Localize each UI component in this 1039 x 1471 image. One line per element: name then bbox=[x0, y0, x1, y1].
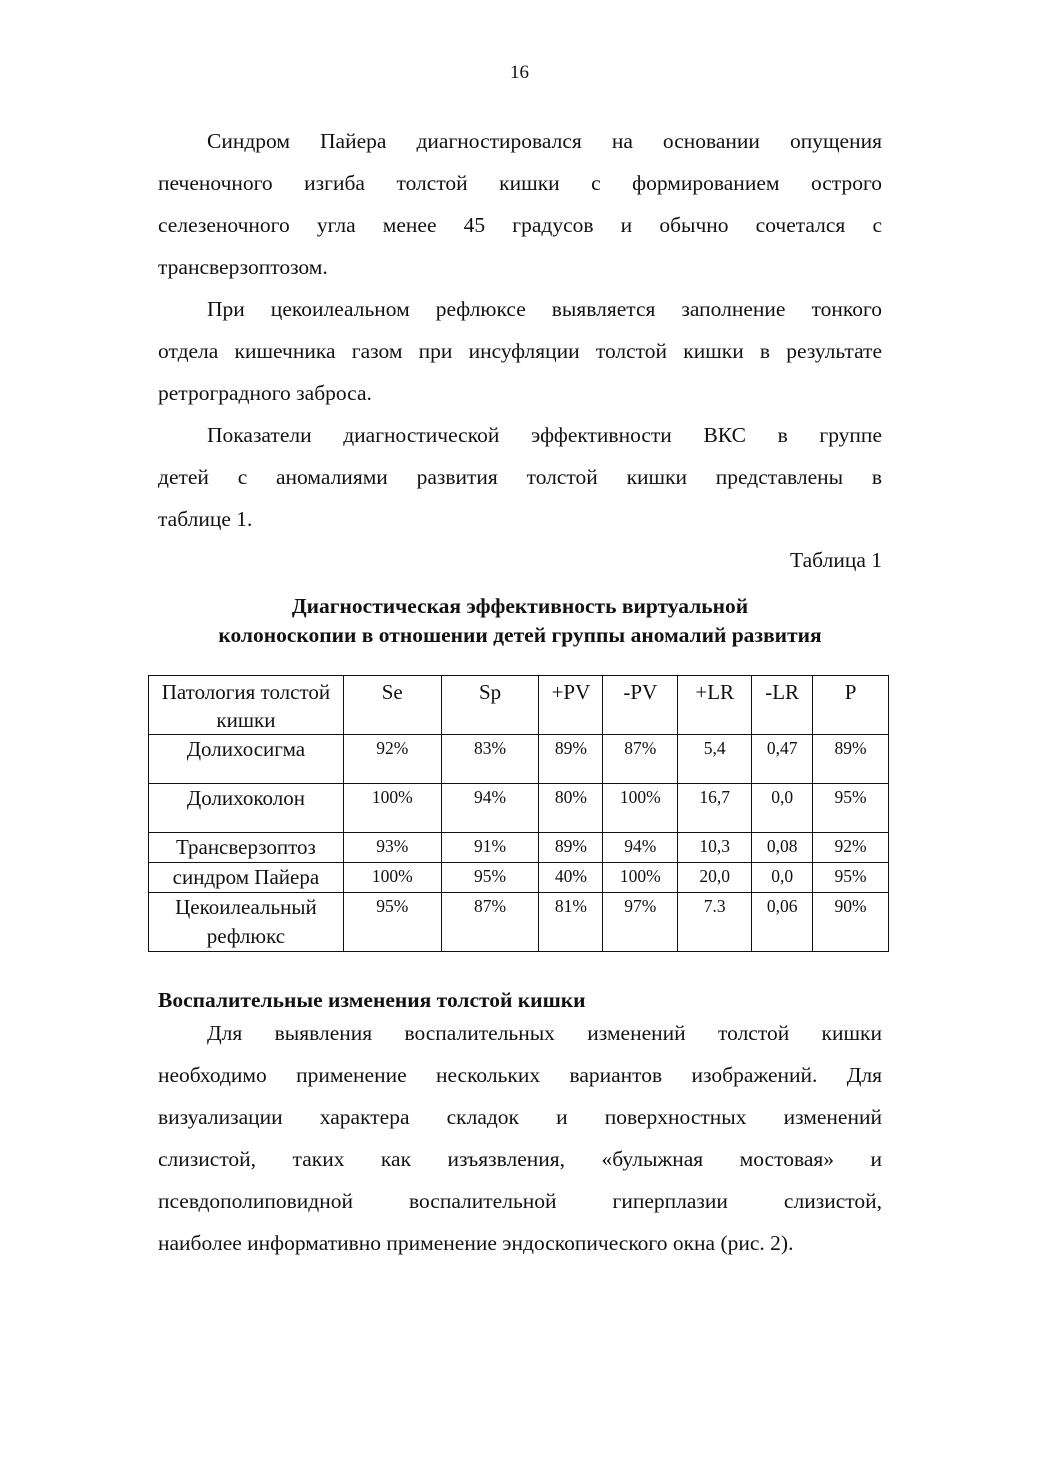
paragraph-line: детей с аномалиями развития толстой кишки представлены в bbox=[158, 465, 882, 489]
table-title bbox=[120, 592, 920, 650]
paragraph-line: наиболее информативно применение эндоскопического окна (рис. 2). bbox=[158, 1231, 794, 1255]
cell-p: 95% bbox=[813, 863, 889, 893]
paragraph-line: Для выявления воспалительных изменений толстой кишки bbox=[207, 1021, 882, 1045]
cell-minus-lr: 0,0 bbox=[752, 863, 813, 893]
paragraph-line: При цекоилеальном рефлюксе выявляется заполнение тонкого bbox=[207, 297, 882, 321]
paragraph-line: отдела кишечника газом при инсуфляции толстой кишки в результате bbox=[158, 339, 882, 363]
table-caption: Таблица 1 bbox=[790, 548, 882, 572]
paragraph-1 bbox=[158, 120, 882, 288]
cell-minus-lr: 0,08 bbox=[752, 833, 813, 863]
cell-sp: 94% bbox=[441, 784, 539, 833]
paragraph-line: печеночного изгиба толстой кишки с формированием острого bbox=[158, 171, 882, 195]
table-title-line: Диагностическая эффективность виртуальной bbox=[291, 594, 749, 618]
header-minus-lr: -LR bbox=[752, 676, 813, 735]
paragraph-line: трансверзоптозом. bbox=[158, 255, 328, 279]
cell-minus-pv: 97% bbox=[603, 893, 678, 952]
cell-minus-pv: 100% bbox=[603, 784, 678, 833]
cell-se: 100% bbox=[343, 863, 441, 893]
cell-plus-pv: 89% bbox=[539, 735, 603, 784]
cell-plus-lr: 7.3 bbox=[678, 893, 752, 952]
table-row bbox=[149, 735, 889, 784]
cell-plus-lr: 5,4 bbox=[678, 735, 752, 784]
cell-plus-lr: 10,3 bbox=[678, 833, 752, 863]
cell-p: 95% bbox=[813, 784, 889, 833]
header-plus-pv: +PV bbox=[539, 676, 603, 735]
cell-se: 95% bbox=[343, 893, 441, 952]
header-p: P bbox=[813, 676, 889, 735]
cell-p: 90% bbox=[813, 893, 889, 952]
cell-p: 89% bbox=[813, 735, 889, 784]
table-row bbox=[149, 893, 889, 952]
paragraph-3 bbox=[158, 414, 882, 540]
paragraph-line: псевдополиповидной воспалительной гиперплазии слизистой, bbox=[158, 1189, 882, 1213]
table-title-line: колоноскопии в отношении детей группы аномалий развития bbox=[218, 623, 822, 647]
paragraph-line: визуализации характера складок и поверхностных изменений bbox=[158, 1105, 882, 1129]
paragraph-4 bbox=[158, 1012, 882, 1264]
header-sp: Sp bbox=[441, 676, 539, 735]
paragraph-line: Синдром Пайера диагностировался на основании опущения bbox=[207, 129, 882, 153]
cell-se: 100% bbox=[343, 784, 441, 833]
row-label: Цекоилеальный рефлюкс bbox=[149, 893, 344, 952]
row-label: синдром Пайера bbox=[149, 863, 344, 893]
page-number: 16 bbox=[510, 62, 529, 83]
cell-plus-lr: 20,0 bbox=[678, 863, 752, 893]
cell-minus-lr: 0,06 bbox=[752, 893, 813, 952]
row-label: Долихоколон bbox=[149, 784, 344, 833]
cell-minus-pv: 94% bbox=[603, 833, 678, 863]
cell-se: 93% bbox=[343, 833, 441, 863]
paragraph-line: ретроградного заброса. bbox=[158, 381, 372, 405]
header-minus-pv: -PV bbox=[603, 676, 678, 735]
efficiency-table bbox=[148, 675, 889, 952]
cell-plus-pv: 80% bbox=[539, 784, 603, 833]
row-label: Долихосигма bbox=[149, 735, 344, 784]
cell-minus-lr: 0,47 bbox=[752, 735, 813, 784]
row-label: Трансверзоптоз bbox=[149, 833, 344, 863]
cell-plus-pv: 40% bbox=[539, 863, 603, 893]
cell-minus-pv: 100% bbox=[603, 863, 678, 893]
header-plus-lr: +LR bbox=[678, 676, 752, 735]
cell-p: 92% bbox=[813, 833, 889, 863]
cell-minus-lr: 0,0 bbox=[752, 784, 813, 833]
cell-sp: 91% bbox=[441, 833, 539, 863]
cell-sp: 87% bbox=[441, 893, 539, 952]
table-row bbox=[149, 863, 889, 893]
cell-sp: 95% bbox=[441, 863, 539, 893]
paragraph-line: Показатели диагностической эффективности ВКС в группе bbox=[207, 423, 882, 447]
table-header-row bbox=[149, 676, 889, 735]
paragraph-line: таблице 1. bbox=[158, 507, 253, 531]
cell-minus-pv: 87% bbox=[603, 735, 678, 784]
cell-plus-pv: 81% bbox=[539, 893, 603, 952]
header-pathology: Патология толстой кишки bbox=[149, 676, 344, 735]
paragraph-line: селезеночного угла менее 45 градусов и обычно сочетался с bbox=[158, 213, 882, 237]
table-row bbox=[149, 784, 889, 833]
paragraph-line: необходимо применение нескольких вариантов изображений. Для bbox=[158, 1063, 882, 1087]
table-row bbox=[149, 833, 889, 863]
section-heading: Воспалительные изменения толстой кишки bbox=[158, 988, 586, 1012]
paragraph-line: слизистой, таких как изъязвления, «булыжная мостовая» и bbox=[158, 1147, 882, 1171]
paragraph-2 bbox=[158, 288, 882, 414]
cell-se: 92% bbox=[343, 735, 441, 784]
header-se: Se bbox=[343, 676, 441, 735]
cell-sp: 83% bbox=[441, 735, 539, 784]
cell-plus-lr: 16,7 bbox=[678, 784, 752, 833]
cell-plus-pv: 89% bbox=[539, 833, 603, 863]
